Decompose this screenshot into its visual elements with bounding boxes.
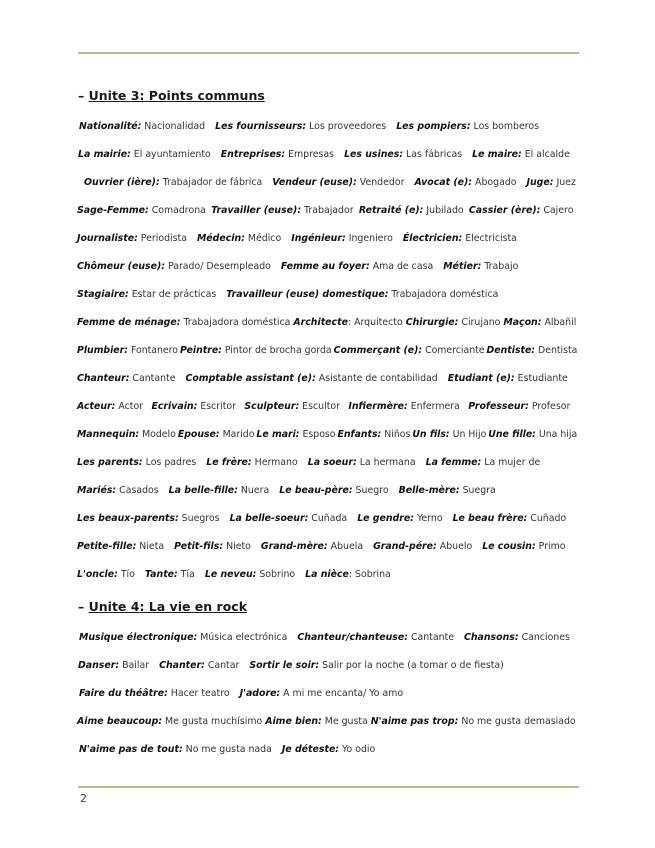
vocab-line — [77, 232, 527, 246]
french-term: Belle-mère: — [398, 485, 460, 496]
spanish-translation: El ayuntamiento — [130, 149, 211, 160]
vocab-entry — [443, 260, 518, 274]
vocab-entry — [77, 204, 206, 218]
spanish-translation: Comadrona — [148, 205, 206, 216]
vocab-line — [78, 148, 580, 162]
french-term: Un fils: — [412, 429, 450, 440]
spanish-translation: Ama de casa — [369, 261, 434, 272]
vocab-entry — [406, 316, 501, 330]
spanish-translation: Escritor — [197, 401, 237, 412]
french-term: Sortir le soir: — [249, 660, 320, 671]
french-term: La mairie: — [78, 149, 131, 160]
french-term: Retraité (e): — [358, 205, 424, 216]
vocab-line — [77, 400, 579, 414]
vocab-entry — [348, 400, 460, 414]
spanish-translation: La hermana — [356, 457, 416, 468]
vocab-entry — [77, 372, 175, 386]
french-term: Dentiste: — [486, 345, 536, 356]
spanish-translation: Albañil — [541, 317, 577, 328]
french-term: Mannequin: — [77, 429, 140, 440]
spanish-translation: Bailar — [119, 660, 150, 671]
spanish-translation: Yo odio — [339, 744, 376, 755]
french-term: Vendeur (euse): — [272, 177, 357, 188]
vocab-entry — [77, 428, 176, 442]
spanish-translation: Suegra — [459, 485, 496, 496]
vocab-entry — [185, 372, 437, 386]
vocab-entry — [77, 400, 143, 414]
vocab-entry — [482, 540, 565, 554]
french-term: Femme au foyer: — [280, 261, 370, 272]
french-term: Chanter: — [159, 660, 205, 671]
french-term: Acteur: — [77, 401, 116, 412]
french-term: Femme de ménage: — [77, 317, 181, 328]
spanish-translation: Cantar — [204, 660, 240, 671]
vocab-line — [77, 372, 578, 386]
spanish-translation: No me gusta nada — [182, 744, 272, 755]
spanish-translation: Cajero — [540, 205, 574, 216]
french-term: Ingénieur: — [291, 233, 346, 244]
french-term: Cassier (ère): — [468, 205, 541, 216]
french-term: Aime beaucoup: — [77, 716, 163, 727]
spanish-translation: Ingeniero — [345, 233, 393, 244]
french-term: Petit-fils: — [174, 541, 224, 552]
french-term: Chanteur: — [77, 373, 130, 384]
vocab-line — [79, 631, 580, 645]
vocab-entry — [230, 512, 348, 526]
vocab-entry — [281, 260, 433, 274]
french-term: La femme: — [425, 457, 482, 468]
spanish-translation: Estar de prácticas — [128, 289, 217, 300]
vocab-entry — [215, 120, 386, 134]
french-term: Musique électronique: — [79, 632, 198, 643]
vocab-entry — [403, 232, 517, 246]
vocab-line — [77, 456, 550, 470]
spanish-translation: Electricista — [462, 233, 517, 244]
french-term: Tante: — [144, 569, 178, 580]
french-term: Les usines: — [344, 149, 404, 160]
vocab-entry — [77, 456, 196, 470]
spanish-translation: Médico — [244, 233, 282, 244]
vocab-entry — [344, 148, 462, 162]
spanish-translation: Primo — [535, 541, 566, 552]
spanish-translation: Nuera — [237, 485, 270, 496]
vocab-line — [77, 715, 579, 729]
french-term: Sculpteur: — [244, 401, 300, 412]
spanish-translation: Los bomberos — [470, 121, 539, 132]
spanish-translation: Me gusta — [321, 716, 368, 727]
vocab-line — [77, 288, 508, 302]
vocab-entry — [180, 344, 332, 358]
footer-rule — [78, 786, 579, 788]
spanish-translation: Asistante de contabilidad — [315, 373, 438, 384]
spanish-translation: Modelo — [139, 429, 176, 440]
spanish-translation: Vendedor — [356, 177, 405, 188]
vocab-entry — [503, 316, 576, 330]
french-term: Chirurgie: — [405, 317, 459, 328]
spanish-translation: A mi me encanta/ Yo amo — [280, 688, 404, 699]
french-term: Enfants: — [337, 429, 382, 440]
french-term: Médecin: — [196, 233, 245, 244]
spanish-translation: Canciones — [518, 632, 570, 643]
vocab-entry — [77, 344, 178, 358]
spanish-translation: Juez — [553, 177, 576, 188]
vocab-entry — [249, 659, 504, 673]
unit3-heading — [78, 88, 265, 103]
spanish-translation: Tío — [117, 569, 135, 580]
vocab-entry — [145, 568, 195, 582]
vocab-line — [78, 659, 514, 673]
french-term: Etudiant (e): — [447, 373, 515, 384]
vocab-entry — [226, 288, 498, 302]
vocab-entry — [261, 540, 363, 554]
vocab-entry — [205, 568, 295, 582]
vocab-entry — [240, 687, 403, 701]
french-term: Ecrivain: — [151, 401, 198, 412]
spanish-translation: Cantante — [407, 632, 454, 643]
spanish-translation: Tía — [177, 569, 195, 580]
french-term: Le cousin: — [482, 541, 536, 552]
french-term: Le beau-père: — [279, 485, 353, 496]
spanish-translation: Cuñada — [308, 513, 348, 524]
spanish-translation: Las fábricas — [403, 149, 463, 160]
vocab-entry — [77, 316, 290, 330]
vocab-entry — [293, 316, 402, 330]
vocab-entry — [77, 568, 135, 582]
vocab-line — [77, 316, 579, 330]
french-term: Le neveu: — [204, 569, 257, 580]
french-term: Èpouse: — [177, 429, 220, 440]
vocab-entry — [359, 204, 464, 218]
french-term: Grand-mère: — [260, 541, 328, 552]
french-term: Travailleur (euse) domestique: — [226, 289, 389, 300]
vocab-entry — [399, 484, 496, 498]
french-term: Aime bien: — [265, 716, 322, 727]
vocab-entry — [291, 232, 393, 246]
vocab-entry — [159, 659, 239, 673]
vocab-line — [79, 120, 549, 134]
french-term: Infiermère: — [348, 401, 408, 412]
spanish-translation: Niños — [381, 429, 411, 440]
vocab-entry — [77, 715, 262, 729]
vocab-entry — [453, 512, 567, 526]
french-term: Grand-pére: — [373, 541, 437, 552]
spanish-translation: Una hija — [535, 429, 578, 440]
spanish-translation: Esposo — [299, 429, 336, 440]
vocab-entry — [426, 456, 541, 470]
french-term: Danser: — [78, 660, 120, 671]
french-term: Je déteste: — [281, 744, 340, 755]
french-term: Les fournisseurs: — [215, 121, 307, 132]
vocab-entry — [197, 232, 281, 246]
spanish-translation: Escultor — [299, 401, 340, 412]
vocab-entry — [464, 631, 570, 645]
french-term: Journaliste: — [77, 233, 138, 244]
vocab-entry — [373, 540, 472, 554]
french-term: Architecte — [293, 317, 348, 328]
spanish-translation: Parado/ Desempleado — [164, 261, 271, 272]
spanish-translation: Trabajador de fábrica — [159, 177, 263, 188]
french-term: Chanteur/chanteuse: — [297, 632, 408, 643]
vocab-line — [77, 568, 401, 582]
vocab-entry — [308, 456, 416, 470]
spanish-translation: Nacionalidad — [141, 121, 206, 132]
french-term: Le beau frère: — [452, 513, 528, 524]
french-term: Sage-Femme: — [77, 205, 149, 216]
spanish-translation: La mujer de — [481, 457, 541, 468]
vocab-entry — [487, 344, 578, 358]
spanish-translation: Marido — [219, 429, 255, 440]
spanish-translation: Me gusta muchísimo — [162, 716, 263, 727]
vocab-entry — [265, 715, 368, 729]
spanish-translation: Enfermera — [407, 401, 460, 412]
spanish-translation: Suegros — [178, 513, 220, 524]
vocab-entry — [77, 484, 159, 498]
vocab-entry — [472, 148, 570, 162]
spanish-translation: Casados — [116, 485, 159, 496]
vocab-entry — [77, 540, 164, 554]
vocab-entry — [77, 288, 216, 302]
spanish-translation: Dentista — [535, 345, 578, 356]
vocab-entry — [282, 743, 375, 757]
spanish-translation: Sobrino — [256, 569, 296, 580]
vocab-line — [77, 540, 576, 554]
vocab-entry — [151, 400, 236, 414]
vocab-entry — [221, 148, 334, 162]
french-term: Les pompiers: — [396, 121, 471, 132]
vocab-entry — [178, 428, 255, 442]
french-term: Maçon: — [503, 317, 542, 328]
page-number: 2 — [80, 792, 87, 805]
french-term: Chansons: — [464, 632, 519, 643]
french-term: Peintre: — [180, 345, 222, 356]
spanish-translation: Trabajo — [481, 261, 519, 272]
spanish-translation: El alcalde — [521, 149, 570, 160]
spanish-translation: Periodista — [137, 233, 187, 244]
vocab-entry — [244, 400, 340, 414]
french-term: Nationalité: — [79, 121, 142, 132]
vocab-line — [77, 484, 506, 498]
spanish-translation: Yerno — [413, 513, 443, 524]
french-term: Travailler (euse): — [211, 205, 302, 216]
spanish-translation: Abuelo — [436, 541, 473, 552]
spanish-translation: Abuela — [327, 541, 364, 552]
vocab-entry — [338, 428, 411, 442]
vocab-entry — [79, 687, 230, 701]
vocab-entry — [371, 715, 576, 729]
spanish-translation: Nieta — [136, 541, 165, 552]
vocab-entry — [488, 428, 577, 442]
spanish-translation: Actor — [115, 401, 144, 412]
unit4-title: Unite 4: La vie en rock — [88, 599, 248, 614]
french-term: Petite-fille: — [77, 541, 137, 552]
vocab-entry — [468, 400, 570, 414]
spanish-translation: Hermano — [251, 457, 298, 468]
vocab-line — [77, 344, 579, 358]
spanish-translation: Comerciante — [422, 345, 485, 356]
spanish-translation: Abogado — [472, 177, 517, 188]
french-term: L'oncle: — [77, 569, 118, 580]
vocab-entry — [279, 484, 388, 498]
unit4-heading — [78, 599, 247, 614]
vocab-line — [77, 260, 528, 274]
vocab-entry — [174, 540, 251, 554]
spanish-translation: Un Hijo — [449, 429, 487, 440]
french-term: Le gendre: — [357, 513, 414, 524]
unit4-dash: – — [78, 599, 85, 614]
spanish-translation: Empresas — [285, 149, 335, 160]
vocab-entry — [334, 344, 485, 358]
french-term: J'adore: — [239, 688, 281, 699]
french-term: La soeur: — [307, 457, 357, 468]
spanish-translation: Trabajador — [301, 205, 354, 216]
french-term: Une fille: — [488, 429, 536, 440]
unit3-dash: – — [78, 88, 85, 103]
spanish-translation: Cirujano — [458, 317, 501, 328]
spanish-translation: Cantante — [129, 373, 176, 384]
vocab-entry — [77, 260, 271, 274]
french-term: Le mari: — [256, 429, 300, 440]
vocab-entry — [412, 428, 486, 442]
vocab-entry — [77, 512, 220, 526]
spanish-translation: Trabajadora doméstica — [388, 289, 499, 300]
spanish-translation: Profesor — [528, 401, 571, 412]
vocab-entry — [169, 484, 270, 498]
spanish-translation: : Arquitecto — [347, 317, 403, 328]
vocab-entry — [297, 631, 454, 645]
vocab-entry — [79, 743, 272, 757]
french-term: La nièce — [305, 569, 349, 580]
french-term: Comptable assistant (e): — [185, 373, 316, 384]
vocab-entry — [78, 659, 149, 673]
french-term: Stagiaire: — [77, 289, 129, 300]
spanish-translation: Nieto — [223, 541, 251, 552]
spanish-translation: Los proveedores — [306, 121, 387, 132]
vocab-entry — [84, 176, 262, 190]
french-term: N'aime pas de tout: — [79, 744, 183, 755]
french-term: Entreprises: — [220, 149, 286, 160]
french-term: Les beaux-parents: — [77, 513, 179, 524]
spanish-translation: Los padres — [142, 457, 197, 468]
vocab-line — [77, 204, 579, 218]
french-term: Professeur: — [468, 401, 529, 412]
spanish-translation: Jubilado — [423, 205, 464, 216]
vocab-entry — [414, 176, 516, 190]
french-term: Les parents: — [77, 457, 143, 468]
spanish-translation: Estudiante — [514, 373, 568, 384]
vocab-entry — [77, 232, 187, 246]
spanish-translation: Pintor de brocha gorda — [221, 345, 332, 356]
vocab-line — [77, 428, 579, 442]
vocab-line — [77, 512, 576, 526]
spanish-translation: Trabajadora doméstica — [180, 317, 291, 328]
french-term: N'aime pas trop: — [370, 716, 459, 727]
vocab-entry — [305, 568, 391, 582]
vocab-entry — [256, 428, 335, 442]
spanish-translation: Salir por la noche (a tomar o de fiesta) — [319, 660, 504, 671]
vocab-line — [84, 176, 586, 190]
french-term: Le maire: — [472, 149, 522, 160]
french-term: Avocat (e): — [414, 177, 473, 188]
french-term: Ouvrier (ière): — [84, 177, 160, 188]
vocab-entry — [527, 176, 576, 190]
vocab-entry — [211, 204, 353, 218]
unit3-title: Unite 3: Points communs — [88, 88, 265, 103]
vocab-entry — [78, 148, 211, 162]
vocab-entry — [272, 176, 404, 190]
french-term: Commerçant (e): — [333, 345, 423, 356]
spanish-translation: No me gusta demasiado — [458, 716, 576, 727]
french-term: Plumbier: — [77, 345, 128, 356]
french-term: Métier: — [443, 261, 482, 272]
spanish-translation: Cuñado — [527, 513, 567, 524]
french-term: Juge: — [526, 177, 554, 188]
french-term: La belle-fille: — [168, 485, 238, 496]
vocab-entry — [448, 372, 568, 386]
vocab-entry — [396, 120, 539, 134]
vocab-line — [79, 743, 385, 757]
vocab-entry — [206, 456, 297, 470]
vocab-line — [79, 687, 413, 701]
spanish-translation: : Sobrina — [348, 569, 391, 580]
french-term: Chômeur (euse): — [77, 261, 165, 272]
french-term: Le frère: — [206, 457, 252, 468]
french-term: Faire du théâtre: — [79, 688, 168, 699]
vocab-entry — [79, 631, 287, 645]
french-term: La belle-soeur: — [229, 513, 309, 524]
spanish-translation: Música electrónica — [197, 632, 288, 643]
spanish-translation: Suegro — [352, 485, 389, 496]
header-rule — [78, 52, 579, 54]
french-term: Mariés: — [77, 485, 117, 496]
vocab-entry — [79, 120, 205, 134]
french-term: Électricien: — [402, 233, 463, 244]
vocab-entry — [469, 204, 574, 218]
vocab-entry — [357, 512, 442, 526]
spanish-translation: Fontanero — [127, 345, 179, 356]
spanish-translation: Hacer teatro — [167, 688, 230, 699]
